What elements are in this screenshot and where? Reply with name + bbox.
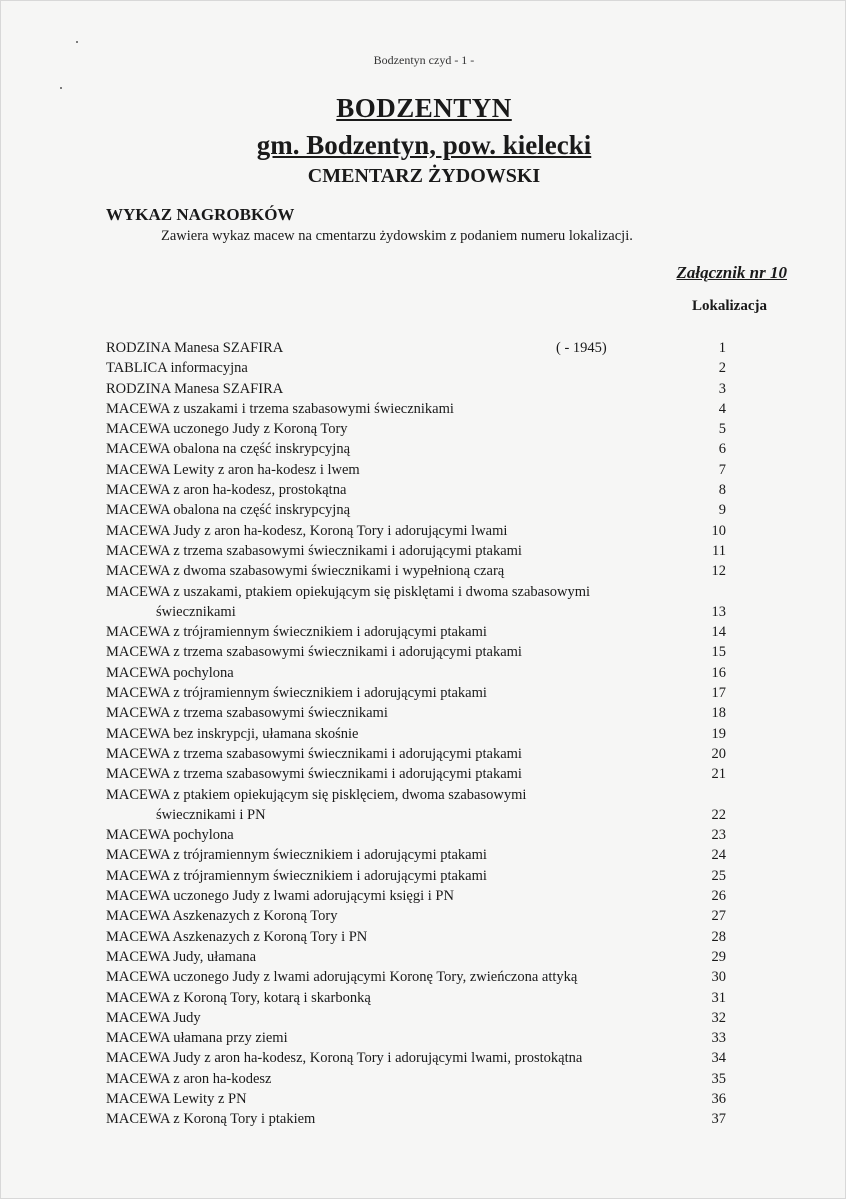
entry-name — [106, 642, 522, 662]
page-subtitle: gm. Bodzentyn, pow. kielecki — [256, 130, 592, 160]
entry-location-number: 2 — [718, 360, 726, 377]
entry-name-text: MACEWA z trójramiennym świecznikiem i adorującymi ptakami — [106, 624, 487, 641]
entry-location-number: 8 — [718, 482, 726, 499]
entry-name — [106, 460, 360, 480]
list-item — [106, 785, 726, 826]
entry-name — [106, 1109, 315, 1129]
entry-name-text: MACEWA z trójramiennym świecznikiem i adorującymi ptakami — [106, 847, 487, 864]
entry-name-text: MACEWA z dwoma szabasowymi świecznikami i wypełnioną czarą — [106, 563, 505, 580]
entry-name-text: MACEWA obalona na część inskrypcyjną — [106, 502, 351, 519]
entry-name — [106, 1028, 288, 1048]
entry-name — [106, 419, 348, 439]
entry-name-text: MACEWA z trzema szabasowymi świecznikami i adorującymi ptakami — [106, 542, 522, 559]
entry-name — [106, 561, 504, 581]
entry-location-number: 25 — [711, 867, 726, 884]
entry-location-number: 18 — [711, 705, 726, 722]
list-item — [106, 927, 726, 947]
entry-name-text: MACEWA z aron ha-kodesz, prostokątna — [106, 482, 347, 499]
entry-name — [106, 845, 487, 865]
list-item — [106, 988, 726, 1008]
entry-location-number: 10 — [711, 522, 726, 539]
entry-name-text: MACEWA z uszakami i trzema szabasowymi świecznikami — [106, 400, 454, 417]
location-column-header: Lokalizacja — [692, 298, 767, 314]
entry-name — [106, 764, 522, 784]
entry-location-number: 14 — [711, 624, 726, 641]
entry-name-text: RODZINA Manesa SZAFIRA — [106, 340, 284, 356]
entry-name — [106, 906, 337, 926]
entry-name-text: TABLICA informacyjna — [106, 360, 248, 377]
entry-name — [106, 744, 522, 764]
entry-location-number: 26 — [711, 888, 726, 905]
entry-name — [106, 399, 454, 419]
entry-name-text: MACEWA Lewity z aron ha-kodesz i lwem — [106, 461, 360, 478]
entry-name-text: MACEWA z trójramiennym świecznikiem i adorującymi ptakami — [106, 685, 487, 702]
entry-name-text: MACEWA uczonego Judy z lwami adorującymi księgi i PN — [106, 888, 454, 905]
entry-name — [106, 582, 590, 623]
list-item — [106, 500, 726, 520]
entry-location-number: 37 — [711, 1111, 726, 1128]
entry-location-number: 15 — [711, 644, 726, 661]
list-item — [106, 622, 726, 642]
entry-name — [106, 866, 487, 886]
entry-name — [106, 1048, 582, 1068]
list-item — [106, 703, 726, 723]
entry-location-number: 35 — [711, 1070, 726, 1087]
page-title: BODZENTYN — [336, 93, 512, 123]
entry-name — [106, 500, 350, 520]
list-item — [106, 521, 726, 541]
entry-name — [106, 1089, 247, 1109]
entry-name-text: MACEWA Judy z aron ha-kodesz, Koroną Tory i adorującymi lwami, prostokątna — [106, 1050, 583, 1067]
entry-name — [106, 1069, 272, 1089]
list-item — [106, 379, 726, 399]
list-item — [106, 967, 726, 987]
entry-name-text: MACEWA uczonego Judy z Koroną Tory — [106, 421, 348, 438]
list-item — [106, 460, 726, 480]
list-item — [106, 541, 726, 561]
list-item — [106, 561, 726, 581]
list-item — [106, 1008, 726, 1028]
list-item — [106, 642, 726, 662]
entry-name-text: MACEWA obalona na część inskrypcyjną — [106, 441, 351, 458]
entry-name — [106, 886, 454, 906]
entry-name-continuation: świecznikami i PN — [156, 806, 266, 823]
list-item — [106, 338, 726, 358]
entry-name — [106, 379, 283, 399]
entry-name-text: MACEWA z aron ha-kodesz — [106, 1070, 272, 1087]
entry-location-number: 32 — [711, 1009, 726, 1026]
list-item — [106, 399, 726, 419]
attachment-label: Załącznik nr 10 — [676, 263, 787, 282]
entry-location-number: 12 — [711, 563, 726, 580]
entry-name — [106, 1008, 201, 1028]
entry-name — [106, 622, 487, 642]
entry-name-text: MACEWA uczonego Judy z lwami adorującymi Koronę Tory, zwieńczona attyką — [106, 969, 578, 986]
entry-name-text: MACEWA z trzema szabasowymi świecznikami i adorującymi ptakami — [106, 766, 522, 783]
scan-speck — [60, 87, 62, 89]
gravestone-list — [106, 338, 726, 1130]
entry-name-text: MACEWA bez inskrypcji, ułamana skośnie — [106, 725, 359, 742]
entry-location-number: 13 — [711, 603, 726, 620]
entry-name — [106, 541, 522, 561]
entry-location-number: 3 — [718, 380, 726, 397]
entry-name-text: MACEWA Aszkenazych z Koroną Tory i PN — [106, 928, 368, 945]
section-description: Zawiera wykaz macew na cmentarzu żydowskim z podaniem numeru lokalizacji. — [161, 228, 633, 244]
entry-location-number: 19 — [711, 725, 726, 742]
entry-name-text: RODZINA Manesa SZAFIRA — [106, 380, 284, 397]
entry-name-text: MACEWA z trzema szabasowymi świecznikami i adorującymi ptakami — [106, 745, 522, 762]
list-item — [106, 419, 726, 439]
entry-name — [106, 358, 248, 378]
list-item — [106, 663, 726, 683]
entry-location-number: 23 — [711, 827, 726, 844]
list-item — [106, 439, 726, 459]
entry-name-continuation: świecznikami — [156, 603, 236, 620]
entry-location-number: 17 — [711, 685, 726, 702]
scan-speck — [76, 41, 78, 43]
entry-location-number: 22 — [711, 806, 726, 823]
entry-location-number: 34 — [711, 1050, 726, 1067]
entry-location-number: 4 — [718, 400, 726, 417]
list-item — [106, 1048, 726, 1068]
entry-dates: ( - 1945) — [556, 340, 607, 356]
entry-location-number: 6 — [718, 441, 726, 458]
list-item — [106, 1089, 726, 1109]
list-item — [106, 866, 726, 886]
entry-location-number: 31 — [711, 989, 726, 1006]
list-item — [106, 764, 726, 784]
entry-name-text: MACEWA z uszakami, ptakiem opiekującym się pisklętami i dwoma szabasowymi — [106, 583, 591, 600]
entry-name — [106, 521, 507, 541]
entry-name-text: MACEWA z Koroną Tory i ptakiem — [106, 1111, 316, 1128]
entry-name — [106, 480, 346, 500]
list-item — [106, 358, 726, 378]
list-item — [106, 1109, 726, 1129]
entry-name — [106, 825, 234, 845]
entry-name-text: MACEWA Lewity z PN — [106, 1090, 247, 1107]
entry-location-number: 29 — [711, 948, 726, 965]
entry-name — [106, 927, 367, 947]
entry-name-text: MACEWA z trzema szabasowymi świecznikami i adorującymi ptakami — [106, 644, 522, 661]
entry-location-number: 30 — [711, 969, 726, 986]
entry-location-number: 27 — [711, 908, 726, 925]
entry-name-text: MACEWA z trzema szabasowymi świecznikami — [106, 705, 388, 722]
entry-name-text: MACEWA ułamana przy ziemi — [106, 1030, 288, 1047]
entry-location-number: 24 — [711, 847, 726, 864]
entry-name — [106, 988, 371, 1008]
entry-name — [106, 683, 487, 703]
list-item — [106, 825, 726, 845]
entry-location-number: 5 — [718, 421, 726, 438]
entry-location-number: 21 — [711, 766, 726, 783]
list-item — [106, 724, 726, 744]
list-item — [106, 845, 726, 865]
entry-name-text: MACEWA z trójramiennym świecznikiem i adorującymi ptakami — [106, 867, 487, 884]
list-item — [106, 683, 726, 703]
entry-name — [106, 338, 283, 358]
entry-name-text: MACEWA pochylona — [106, 827, 234, 844]
entry-name-text: MACEWA Judy, ułamana — [106, 948, 257, 965]
running-header: Bodzentyn czyd - 1 - — [373, 53, 475, 67]
entry-name-text: MACEWA pochylona — [106, 664, 234, 681]
entry-name — [106, 724, 359, 744]
entry-location-number: 16 — [711, 664, 726, 681]
entry-name-text: MACEWA Aszkenazych z Koroną Tory — [106, 908, 338, 925]
entry-name-text: MACEWA z ptakiem opiekującym się pisklęciem, dwoma szabasowymi — [106, 786, 527, 803]
entry-name-text: MACEWA Judy — [106, 1009, 201, 1026]
list-item — [106, 906, 726, 926]
entry-name — [106, 703, 388, 723]
list-item — [106, 1028, 726, 1048]
entry-name-text: MACEWA Judy z aron ha-kodesz, Koroną Tory i adorującymi lwami — [106, 522, 508, 539]
page-subtitle-cemetery: CMENTARZ ŻYDOWSKI — [307, 165, 541, 187]
list-item — [106, 947, 726, 967]
entry-location-number: 36 — [711, 1090, 726, 1107]
entry-name — [106, 439, 350, 459]
entry-location-number: 20 — [711, 745, 726, 762]
entry-location-number: 33 — [711, 1030, 726, 1047]
list-item — [106, 1069, 726, 1089]
entry-name — [106, 663, 234, 683]
entry-name — [106, 967, 577, 987]
entry-name-text: MACEWA z Koroną Tory, kotarą i skarbonką — [106, 989, 371, 1006]
entry-location-number: 11 — [712, 542, 726, 559]
entry-name — [106, 785, 526, 826]
entry-location-number: 28 — [711, 928, 726, 945]
list-item — [106, 480, 726, 500]
entry-location-number: 1 — [718, 340, 726, 356]
list-item — [106, 886, 726, 906]
list-item — [106, 744, 726, 764]
section-heading: WYKAZ NAGROBKÓW — [106, 205, 295, 224]
entry-location-number: 7 — [718, 461, 726, 478]
entry-name — [106, 947, 256, 967]
list-item — [106, 582, 726, 623]
entry-location-number: 9 — [718, 502, 726, 519]
